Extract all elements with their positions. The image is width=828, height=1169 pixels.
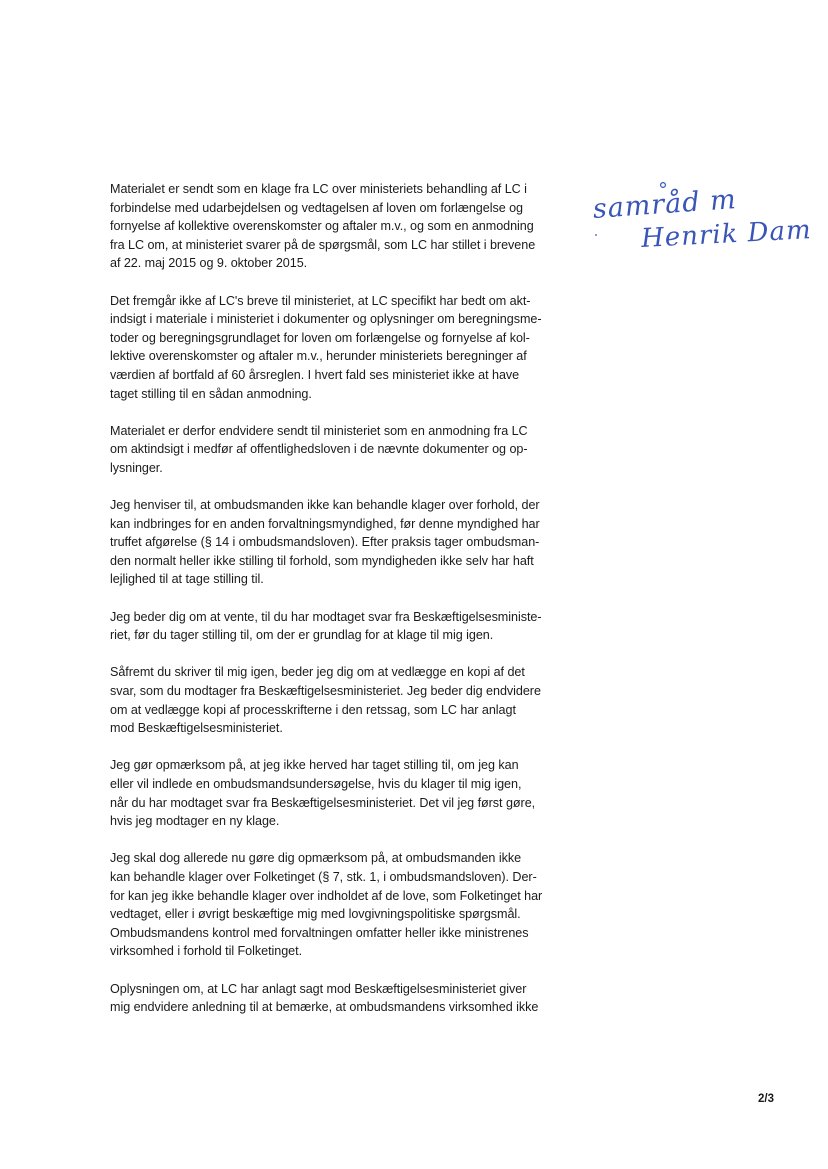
ring-mark <box>661 183 666 188</box>
paragraph-2: Det fremgår ikke af LC's breve til ministeriet, at LC specifikt har bedt om akt- indsigt i materiale i ministeriet i dokumenter og oplysninger om beregningsme- toder og beregningsgrundlaget for loven om forlængelse og fornyelse af kol- lektive overenskomster og aftaler m.v., herunder ministeriets beregninger af værdien af bortfald af 60 årsreglen. I hvert fald ses ministeriet ikke at have taget stilling til en sådan anmodning. <box>110 293 542 401</box>
paragraph-6: Såfremt du skriver til mig igen, beder jeg dig om at vedlægge en kopi af det svar, som du modtager fra Beskæftigelsesministeriet. Jeg beder dig endvidere om at vedlægge kopi af processkrifterne i den retssag, som LC har anlagt mod Beskæftigelsesministeriet. <box>110 665 541 736</box>
handwritten-annotation <box>591 180 813 260</box>
paragraph-7: Jeg gør opmærksom på, at jeg ikke herved har taget stilling til, om jeg kan eller vil indlede en ombudsmandsundersøgelse, hvis du klager til mig igen, når du har modtaget svar fra Beskæftigelsesministeriet. Det vil jeg først gøre, hvis jeg modtager en ny klage. <box>110 758 536 829</box>
ink-dot <box>595 234 597 236</box>
letter-body <box>110 180 580 1035</box>
paragraph-9: Oplysningen om, at LC har anlagt sagt mod Beskæftigelsesministeriet giver mig endvidere anledning til at bemærke, at ombudsmandens virksomhed ikke <box>110 981 539 1015</box>
page-number: 2/3 <box>758 1093 774 1105</box>
paragraph-8: Jeg skal dog allerede nu gøre dig opmærksom på, at ombudsmanden ikke kan behandle klager over Folketinget (§ 7, stk. 1, i ombudsmandsloven). Der- for kan jeg ikke behandle klager over indholdet af de love, som Folketinget har vedtaget, eller i øvrigt beskæftige mig med lovgivningspolitiske spørgsmål. Ombudsmandens kontrol med forvaltningen omfatter heller ikke ministrenes virksomhed i forhold til Folketinget. <box>110 851 543 959</box>
paragraph-3: Materialet er derfor endvidere sendt til ministeriet som en anmodning fra LC om aktindsigt i medfør af offentlighedsloven i de nævnte dokumenter og op- lysninger. <box>110 423 528 475</box>
annotation-line-2: Henrik Dam <box>640 215 813 254</box>
annotation-line-1: samråd m <box>591 184 738 225</box>
paragraph-4: Jeg henviser til, at ombudsmanden ikke kan behandle klager over forhold, der kan indbringes for en anden forvaltningsmyndighed, før denne myndighed har truffet afgørelse (§ 14 i ombudsmandsloven). Efter praksis tager ombudsman- den normalt heller ikke stilling til forhold, som myndigheden ikke selv har haft lejlighed til at tage stilling til. <box>110 498 540 587</box>
paragraph-5: Jeg beder dig om at vente, til du har modtaget svar fra Beskæftigelsesministe- riet, før du tager stilling til, om der er grundlag for at klage til mig igen. <box>110 609 542 643</box>
paragraph-1: Materialet er sendt som en klage fra LC over ministeriets behandling af LC i forbindelse med udarbejdelsen og vedtagelsen af loven om forlængelse og fornyelse af kollektive overenskomster og aftaler m.v., og som en anmodning fra LC om, at ministeriet svarer på de spørgsmål, som LC har stillet i brevene af 22. maj 2015 og 9. oktober 2015. <box>110 182 536 271</box>
